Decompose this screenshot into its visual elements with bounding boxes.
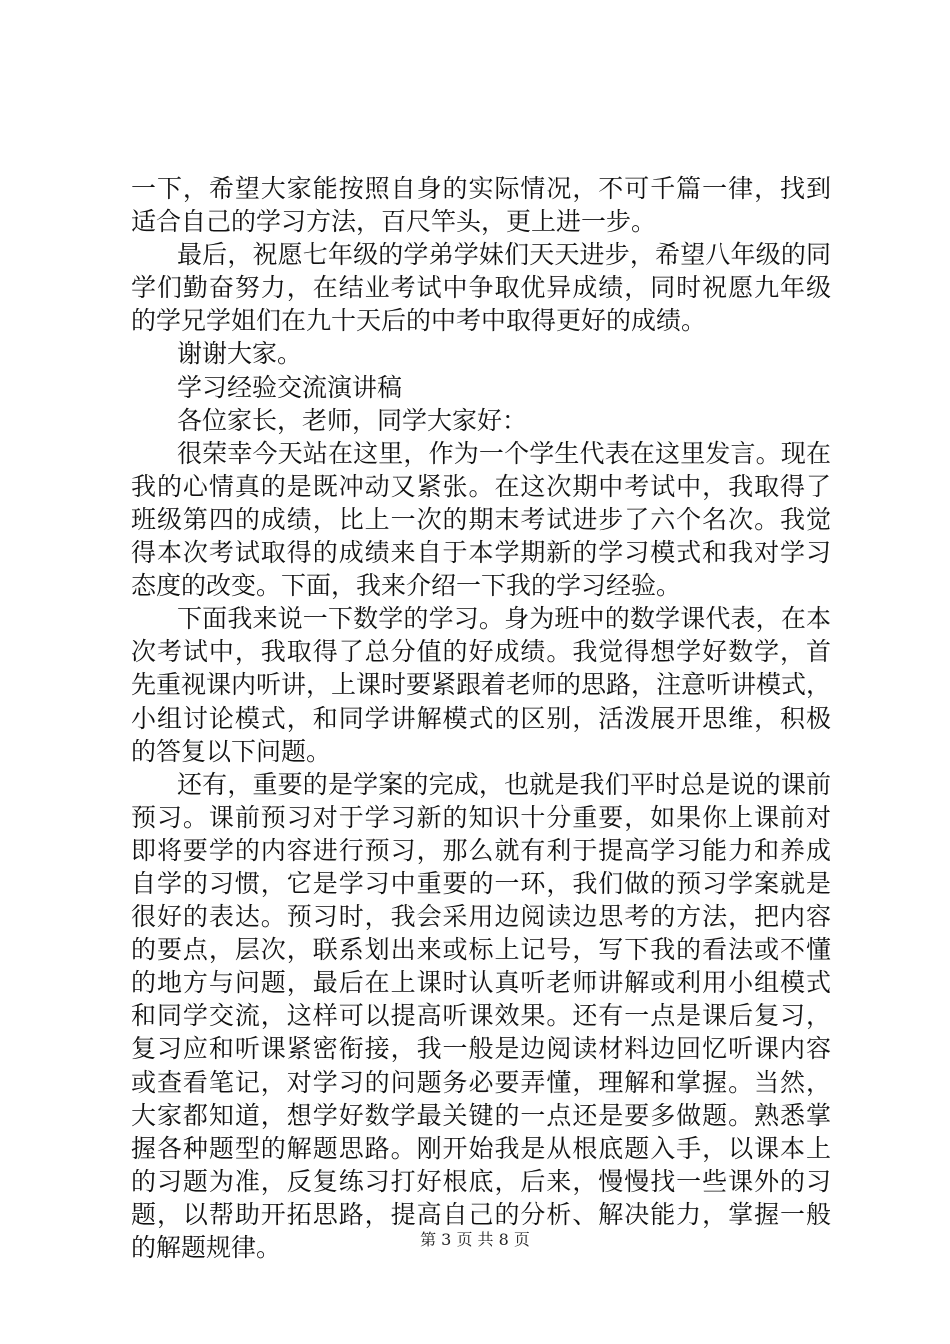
text-line: 和同学交流，这样可以提高听课效果。还有一点是课后复习， [131, 1001, 831, 1031]
text-line: 的习题为准，反复练习打好根底，后来，慢慢找一些课外的习 [131, 1166, 831, 1196]
text-line: 的地方与问题，最后在上课时认真听老师讲解或利用小组模式 [131, 968, 831, 998]
text-line: 先重视课内听讲，上课时要紧跟着老师的思路，注意听讲模式， [131, 670, 832, 700]
text-line: 题，以帮助开拓思路，提高自己的分析、解决能力，掌握一般 [131, 1199, 831, 1229]
text-line: 谢谢大家。 [177, 339, 303, 369]
text-line: 一下，希望大家能按照自身的实际情况，不可千篇一律，找到 [131, 174, 831, 203]
text-line: 很荣幸今天站在这里，作为一个学生代表在这里发言。现在 [177, 438, 831, 468]
text-line: 的解题规律。 [131, 1233, 282, 1262]
text-line: 最后，祝愿七年级的学弟学妹们天天进步，希望八年级的同 [177, 240, 831, 270]
text-line: 学们勤奋努力，在结业考试中争取优异成绩，同时祝愿九年级 [131, 273, 831, 303]
text-line: 或查看笔记，对学习的问题务必要弄懂，理解和掌握。当然， [131, 1067, 831, 1097]
text-line: 各位家长，老师，同学大家好： [177, 405, 528, 435]
text-line: 下面我来说一下数学的学习。身为班中的数学课代表，在本 [177, 604, 831, 634]
page-footer: 第 3 页 共 8 页 [420, 1230, 530, 1249]
text-line: 预习。课前预习对于学习新的知识十分重要，如果你上课前对 [131, 802, 831, 832]
text-line: 还有，重要的是学案的完成，也就是我们平时总是说的课前 [177, 769, 831, 799]
text-line: 得本次考试取得的成绩来自于本学期新的学习模式和我对学习 [131, 538, 831, 568]
text-line: 自学的习惯，它是学习中重要的一环，我们做的预习学案就是 [131, 868, 831, 898]
text-line: 的答复以下问题。 [131, 736, 332, 766]
text-line: 学习经验交流演讲稿 [177, 372, 403, 402]
text-line: 大家都知道，想学好数学最关键的一点还是要多做题。熟悉掌 [131, 1100, 831, 1130]
text-line: 很好的表达。预习时，我会采用边阅读边思考的方法，把内容 [131, 902, 831, 932]
text-line: 复习应和听课紧密衔接，我一般是边阅读材料边回忆听课内容 [131, 1034, 831, 1064]
text-line: 态度的改变。下面，我来介绍一下我的学习经验。 [131, 571, 682, 601]
text-line: 即将要学的内容进行预习，那么就有利于提高学习能力和养成 [131, 835, 831, 865]
text-line: 的学兄学姐们在九十天后的中考中取得更好的成绩。 [131, 306, 707, 336]
document-body [131, 172, 831, 1264]
text-line: 我的心情真的是既冲动又紧张。在这次期中考试中，我取得了 [131, 471, 831, 501]
text-line: 小组讨论模式，和同学讲解模式的区别，活泼展开思维，积极 [131, 703, 831, 733]
text-line: 班级第四的成绩，比上一次的期末考试进步了六个名次。我觉 [131, 504, 831, 534]
text-line: 次考试中，我取得了总分值的好成绩。我觉得想学好数学，首 [131, 637, 831, 667]
text-line: 握各种题型的解题思路。刚开始我是从根底题入手，以课本上 [131, 1133, 831, 1163]
text-line: 适合自己的学习方法，百尺竿头，更上进一步。 [131, 207, 657, 237]
text-line: 的要点，层次，联系划出来或标上记号，写下我的看法或不懂 [131, 935, 831, 965]
